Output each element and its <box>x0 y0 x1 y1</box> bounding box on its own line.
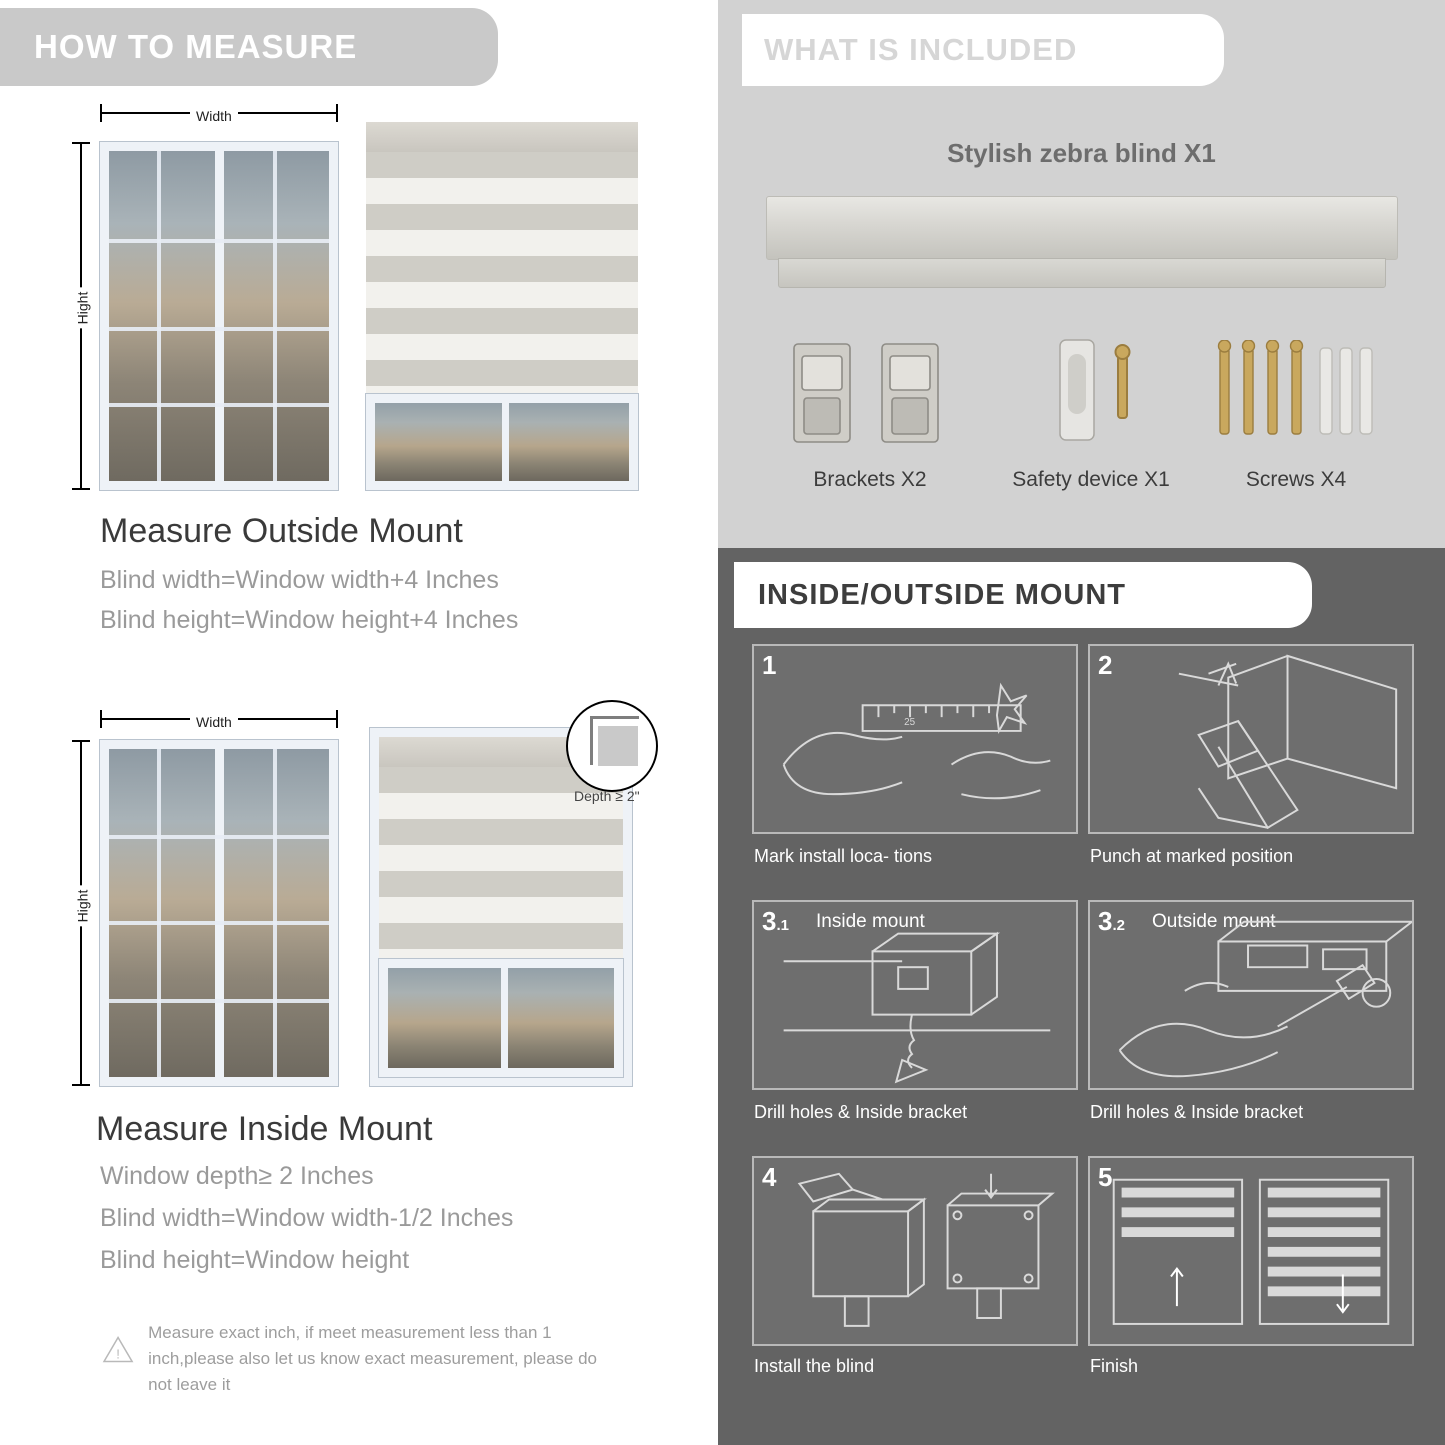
step-5-illustration <box>1090 1158 1412 1346</box>
window-gridline <box>109 327 329 331</box>
window-gridline <box>157 151 161 481</box>
product-title: Stylish zebra blind X1 <box>947 138 1216 168</box>
step-2-illustration <box>1090 646 1412 834</box>
inside-width-tick-left <box>100 710 102 728</box>
what-is-included-title: WHAT IS INCLUDED <box>764 32 1078 67</box>
step-5-box <box>1088 1156 1414 1346</box>
window-gridline <box>109 921 329 925</box>
step-1-box <box>752 644 1078 834</box>
screws-icon <box>1216 340 1376 446</box>
inside-window-illustration <box>100 740 338 1086</box>
inside-height-tick-bottom <box>72 1084 90 1086</box>
step-4-illustration <box>754 1158 1076 1346</box>
depth-label: Depth ≥ 2" <box>574 788 640 804</box>
zebra-fabric <box>366 152 638 412</box>
safety-device-icon <box>1052 338 1162 450</box>
window-mullion <box>502 403 509 481</box>
outside-height-label: Hight <box>74 288 90 329</box>
how-to-measure-title: HOW TO MEASURE <box>34 28 358 65</box>
step-1-illustration <box>754 646 1076 834</box>
step-3-1-box <box>752 900 1078 1090</box>
part-label-screws: Screws X4 <box>1245 468 1347 491</box>
step-2-number: 2 <box>1098 650 1113 680</box>
outside-width-label: Width <box>190 108 238 124</box>
inside-width-label: Width <box>190 714 238 730</box>
blind-headrail <box>366 122 638 153</box>
inside-mount-line1: Window depth≥ 2 Inches <box>100 1162 374 1190</box>
window-gridline <box>273 151 277 481</box>
svg-text:25: 25 <box>904 717 916 729</box>
inside-mount-line2: Blind width=Window width-1/2 Inches <box>100 1204 514 1232</box>
svg-text:!: ! <box>116 1346 120 1362</box>
inside-outside-mount-title: INSIDE/OUTSIDE MOUNT <box>758 578 1127 611</box>
inside-mount-line3: Blind height=Window height <box>100 1246 410 1274</box>
step-3-1-number: 3.1 <box>762 906 789 936</box>
window-mullion <box>215 749 224 1077</box>
window-behind-blind <box>379 959 623 1077</box>
blind-headrail-product <box>766 196 1398 260</box>
outside-window-illustration <box>100 142 338 490</box>
outside-height-tick-bottom <box>72 488 90 490</box>
window-gridline <box>273 749 277 1077</box>
step-3-2-number: 3.2 <box>1098 906 1125 936</box>
step-3-1-caption: Drill holes & Inside bracket <box>754 1102 968 1122</box>
step-3-2-caption: Drill holes & Inside bracket <box>1090 1102 1304 1122</box>
step-5-number: 5 <box>1098 1162 1113 1192</box>
part-label-safety-device: Safety device X1 <box>1012 468 1170 491</box>
step-3-2-box <box>1088 900 1414 1090</box>
how-to-measure-header <box>0 8 498 86</box>
step-4-caption: Install the blind <box>754 1356 875 1376</box>
depth-callout-circle <box>566 700 658 792</box>
window-behind-blind <box>366 394 638 490</box>
inside-outside-mount-header <box>734 562 1312 628</box>
what-is-included-header <box>742 14 1224 86</box>
outside-height-tick-top <box>72 142 90 144</box>
step-1-caption: Mark install loca- tions <box>754 846 933 866</box>
outside-mount-title: Measure Outside Mount <box>100 512 463 550</box>
brackets-icon <box>790 340 950 450</box>
inside-width-tick-right <box>336 710 338 728</box>
step-3-1-illustration <box>754 902 1076 1090</box>
outside-width-tick-left <box>100 104 102 122</box>
outside-mount-line2: Blind height=Window height+4 Inches <box>100 606 519 634</box>
step-3-2-illustration <box>1090 902 1412 1090</box>
how-to-measure-panel <box>0 0 712 1445</box>
window-gridline <box>109 999 329 1003</box>
step-3-2-label: Outside mount <box>1152 911 1276 932</box>
step-1-number: 1 <box>762 650 777 680</box>
measure-note <box>102 1320 622 1398</box>
step-4-number: 4 <box>762 1162 777 1192</box>
part-label-brackets: Brackets X2 <box>813 468 927 491</box>
step-4-box <box>752 1156 1078 1346</box>
window-gridline <box>109 239 329 243</box>
measure-note-text: Measure exact inch, if meet measurement less than 1 inch,please also let us know exact measurement, please do not leave it <box>148 1323 597 1394</box>
outside-width-tick-right <box>336 104 338 122</box>
step-5-caption: Finish <box>1090 1356 1139 1376</box>
window-gridline <box>109 403 329 407</box>
inside-height-tick-top <box>72 740 90 742</box>
window-gridline <box>157 749 161 1077</box>
outside-mount-line1: Blind width=Window width+4 Inches <box>100 566 499 594</box>
inside-mount-title: Measure Inside Mount <box>96 1110 433 1148</box>
step-2-caption: Punch at marked position <box>1090 846 1294 866</box>
outside-blind-illustration <box>366 122 638 490</box>
inside-height-label: Hight <box>74 886 90 927</box>
window-gridline <box>109 835 329 839</box>
window-mullion <box>215 151 224 481</box>
step-3-1-label: Inside mount <box>816 911 925 932</box>
step-2-box <box>1088 644 1414 834</box>
blind-headrail-bottom <box>778 258 1386 288</box>
window-mullion <box>501 968 508 1068</box>
warning-triangle-icon <box>102 1320 134 1378</box>
